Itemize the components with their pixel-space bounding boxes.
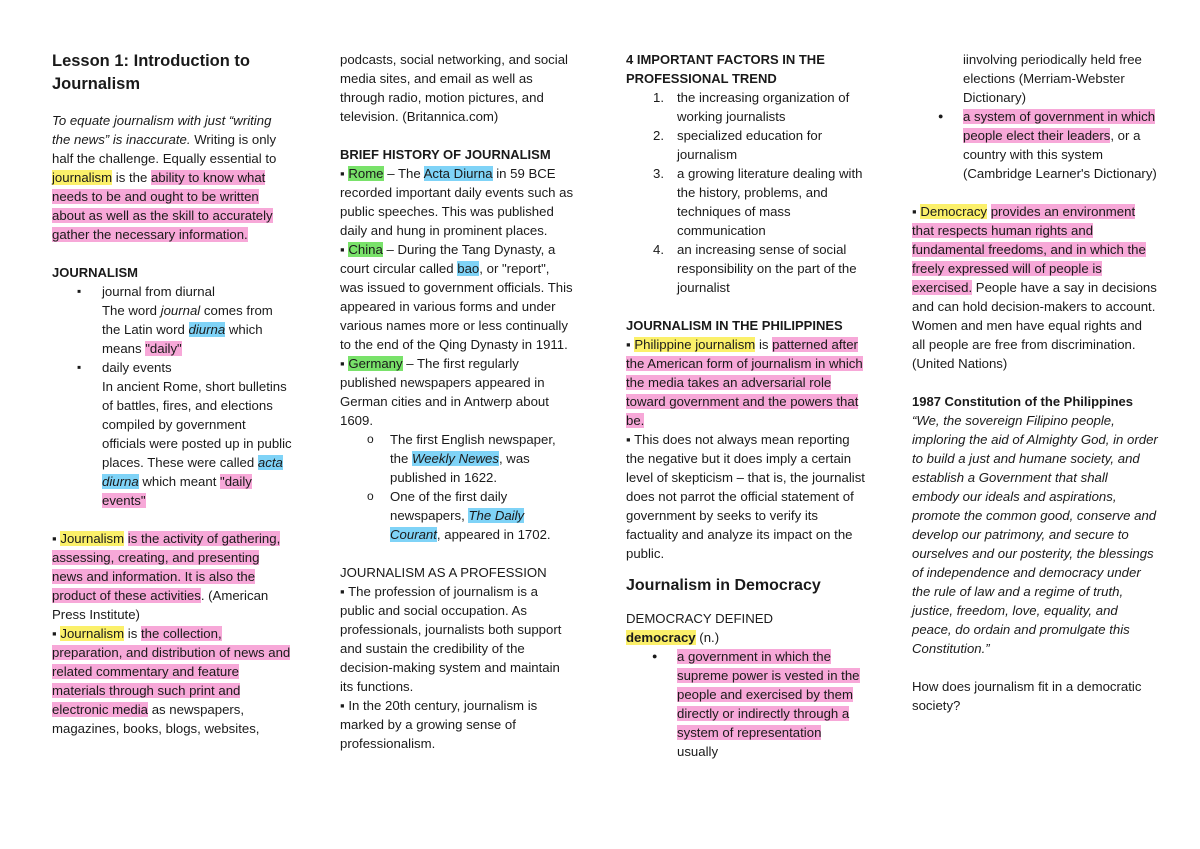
list-item: ▪ daily events In ancient Rome, short bulletins of battles, fires, and elections compiled by government officials were posted up in public places. These were called acta diurna which meant "daily events" [102, 358, 292, 510]
intro-paragraph: To equate journalism with just “writing the news” is inaccurate. Writing is only half the challenge. Equally essential to journalism is the ability to know what needs to be and ought to be written about as well as the skill to accurately gather the necessary information. [52, 113, 277, 242]
list-item: 2. specialized education for journalism [653, 128, 823, 162]
column-4 [912, 50, 1158, 715]
philippines-paragraph-1: ▪ Philippine journalism is patterned after the American form of journalism in which the media takes an adversarial role toward government and the powers that be. [626, 337, 863, 428]
continuation-text: podcasts, social networking, and social media sites, and email as well as through radio, motion pictures, and television. (Britannica.com) [340, 52, 568, 124]
list-item: 3. a growing literature dealing with the history, problems, and techniques of mass communication [653, 166, 863, 238]
list-item: ● a system of government in which people elect their leaders, or a country with this system (Cambridge Learner's Dictionary) [963, 107, 1158, 183]
list-item: o One of the first daily newspapers, The Daily Courant, appeared in 1702. [390, 487, 576, 544]
constitution-preamble: “We, the sovereign Filipino people, imploring the aid of Almighty God, in order to build a just and humane society, and establish a Government that shall embody our ideals and aspirations, promote the common good, conserve and develop our patrimony, and secure to ourselves and our posterity, the blessings of independence and democracy under the rule of law and a regime of truth, justice, freedom, love, equality, and peace, do ordain and promulgate this Constitution.” [912, 413, 1158, 656]
column-1 [52, 50, 292, 738]
history-rome: ▪ Rome – The Acta Diurna in 59 BCE recorded important daily events such as public speeches. This was published daily and hung in prominent places. [340, 166, 574, 238]
list-item: o The first English newspaper, the Weekly Newes, was published in 1622. [390, 430, 576, 487]
page-title: Lesson 1: Introduction to Journalism [52, 52, 250, 93]
profession-heading: JOURNALISM AS A PROFESSION [340, 565, 547, 580]
factors-heading: 4 IMPORTANT FACTORS IN THE PROFESSIONAL TREND [626, 52, 825, 86]
profession-paragraph-2: ▪ In the 20th century, journalism is marked by a growing sense of professionalism. [340, 698, 538, 751]
definition-2: ▪ Journalism is the collection, preparation, and distribution of news and related commentary and feature materials through such print and electronic media as newspapers, magazines, books, blogs, websites, [52, 626, 291, 736]
newspaper-list [340, 430, 576, 544]
list-item: ● a government in which the supreme power is vested in the people and exercised by them directly or indirectly through a system of representation usually [677, 647, 866, 761]
column-3 [626, 50, 866, 761]
profession-paragraph-1: ▪ The profession of journalism is a public and social occupation. As professionals, journalists both support and sustain the credibility of the decision-making system and maintain its functions. [340, 584, 562, 694]
journalism-heading: JOURNALISM [52, 265, 138, 280]
list-item: 4. an increasing sense of social responsibility on the part of the journalist [653, 242, 857, 295]
list-item: 1. the increasing organization of working journalists [653, 90, 850, 124]
philippines-heading: JOURNALISM IN THE PHILIPPINES [626, 318, 843, 333]
democracy-definitions-cont [912, 107, 1158, 183]
philippines-paragraph-2: ▪ This does not always mean reporting the negative but it does imply a certain level of skepticism – that is, the journalist does not parrot the official statement of government by seeks to verify its factuality and analyze its impact on the public. [626, 432, 865, 561]
factors-list [626, 88, 866, 297]
history-china: ▪ China – During the Tang Dynasty, a court circular called bao, or "report", was issued to government officials. This appeared in various forms and under various names more or less continually to the end of the Qing Dynasty in 1911. [340, 242, 573, 352]
closing-question: How does journalism fit in a democratic society? [912, 679, 1142, 713]
list-item: ▪ journal from diurnal The word journal comes from the Latin word diurna which means "daily" [102, 282, 292, 358]
continuation-text: iinvolving periodically held free elections (Merriam-Webster Dictionary) [963, 52, 1142, 105]
history-germany: ▪ Germany – The first regularly published newspapers appeared in German cities and in Antwerp about 1609. [340, 356, 549, 428]
democracy-defined-heading: DEMOCRACY DEFINED [626, 611, 774, 626]
etymology-list [52, 282, 292, 510]
constitution-heading: 1987 Constitution of the Philippines [912, 394, 1134, 409]
column-2 [340, 50, 576, 753]
history-heading: BRIEF HISTORY OF JOURNALISM [340, 147, 551, 162]
definition-1: ▪ Journalism is the activity of gathering, assessing, creating, and presenting news and information. It is also the product of these activities. (American Press Institute) [52, 531, 281, 622]
democracy-definitions [626, 647, 866, 761]
democracy-term: democracy (n.) [626, 630, 720, 645]
democracy-section-title: Journalism in Democracy [626, 577, 821, 594]
democracy-paragraph: ▪ Democracy provides an environment that respects human rights and fundamental freedoms, and in which the freely expressed will of people is exercised. People have a say in decisions and can hold decision-makers to account. Women and men have equal rights and all people are free from discrimination. (United Nations) [912, 204, 1157, 371]
